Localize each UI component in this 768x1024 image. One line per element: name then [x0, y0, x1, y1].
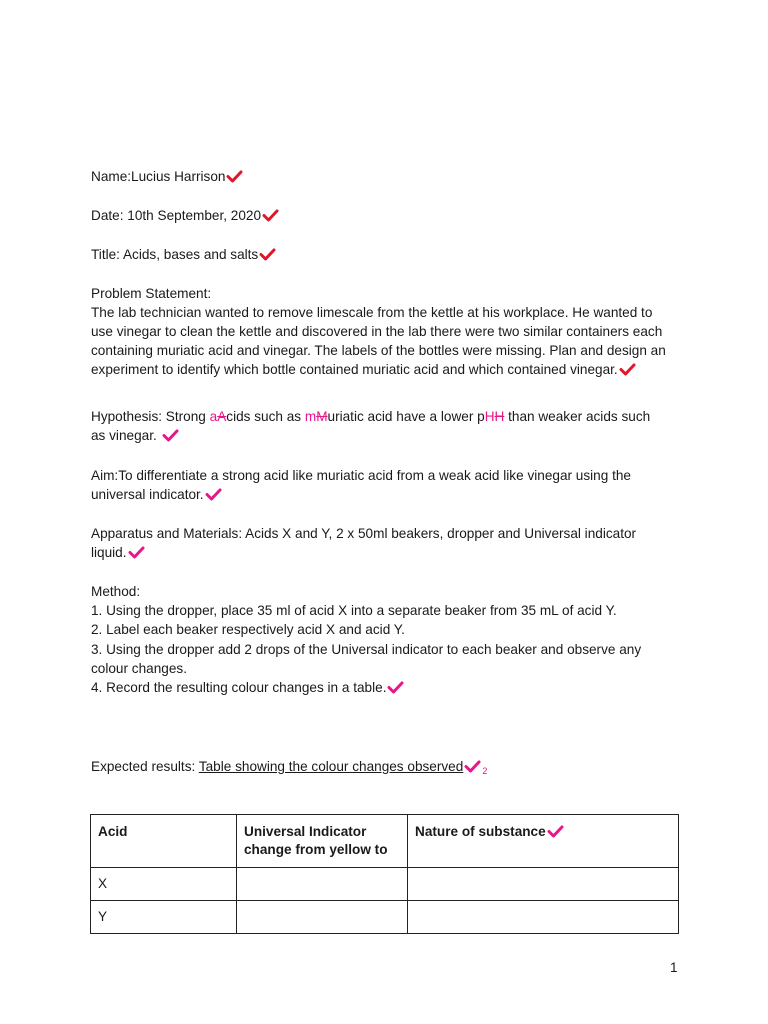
check-mark-icon: [259, 248, 276, 261]
apparatus-line: Apparatus and Materials: Acids X and Y, 2 x 50ml beakers, dropper and Universal indicator: [91, 526, 637, 541]
page-number: 1: [670, 960, 678, 975]
inserted-text: m: [304, 409, 317, 424]
table-header-cell: Nature of substance: [408, 815, 679, 868]
table-header-cell: Acid: [91, 815, 237, 868]
deleted-text: A: [217, 409, 227, 424]
method-step: colour changes.: [91, 661, 187, 676]
check-mark-icon: [262, 209, 279, 222]
inserted-text: a: [209, 409, 218, 424]
check-mark-icon: [387, 681, 404, 694]
name-line: Name:Lucius Harrison: [91, 167, 243, 186]
table-row: [91, 901, 679, 934]
deleted-text: M: [316, 409, 328, 424]
table-header-row: [91, 815, 679, 868]
apparatus-line: liquid.: [91, 543, 145, 562]
method-heading: Method:: [91, 584, 141, 599]
hypothesis-line: as vinegar.: [91, 426, 179, 445]
problem-line: experiment to identify which bottle contained muriatic acid and which contained vinegar.: [91, 360, 636, 379]
table-cell: X: [91, 868, 237, 901]
table-header-cell: Universal Indicator change from yellow to: [237, 815, 408, 868]
problem-heading: Problem Statement:: [91, 286, 212, 301]
aim-line: Aim:To differentiate a strong acid like muriatic acid from a weak acid like vinegar using the: [91, 468, 631, 483]
table-cell: Y: [91, 901, 237, 934]
check-mark-icon: [226, 170, 243, 183]
check-mark-icon: [547, 825, 564, 838]
method-step: 1. Using the dropper, place 35 ml of acid X into a separate beaker from 35 mL of acid Y.: [91, 603, 617, 618]
table-cell: [237, 901, 408, 934]
table-row: [91, 868, 679, 901]
inserted-text: H: [484, 409, 495, 424]
check-mark-icon: [162, 429, 179, 442]
hypothesis-line: Hypothesis: Strong aAcids such as mMuriatic acid have a lower pHH than weaker acids such: [91, 409, 651, 424]
aim-line: universal indicator.: [91, 485, 222, 504]
check-mark-icon: [128, 546, 145, 559]
date-line: Date: 10th September, 2020: [91, 206, 279, 225]
table-caption-link[interactable]: Table showing the colour changes observed: [198, 759, 464, 774]
table-cell: [408, 901, 679, 934]
problem-line: containing muriatic acid and vinegar. The labels of the bottles were missing. Plan and design an: [91, 343, 666, 358]
deleted-text: H: [494, 409, 505, 424]
expected-results-line: Expected results: Table showing the colour changes observed $_2$: [91, 759, 488, 776]
method-step: 2. Label each beaker respectively acid X and acid Y.: [91, 622, 405, 637]
check-mark-icon: [619, 363, 636, 376]
score-mark: 2: [482, 766, 488, 776]
title-line: Title: Acids, bases and salts: [91, 245, 276, 264]
table-cell: [237, 868, 408, 901]
problem-line: The lab technician wanted to remove limescale from the kettle at his workplace. He wanted to: [91, 305, 653, 320]
check-mark-icon: [205, 488, 222, 501]
table-cell: [408, 868, 679, 901]
problem-line: use vinegar to clean the kettle and discovered in the lab there were two similar containers each: [91, 324, 663, 339]
method-step: 3. Using the dropper add 2 drops of the Universal indicator to each beaker and observe any: [91, 642, 642, 657]
method-step: 4. Record the resulting colour changes in a table.: [91, 678, 404, 697]
results-table: [90, 814, 679, 934]
check-mark-icon: [464, 760, 481, 773]
